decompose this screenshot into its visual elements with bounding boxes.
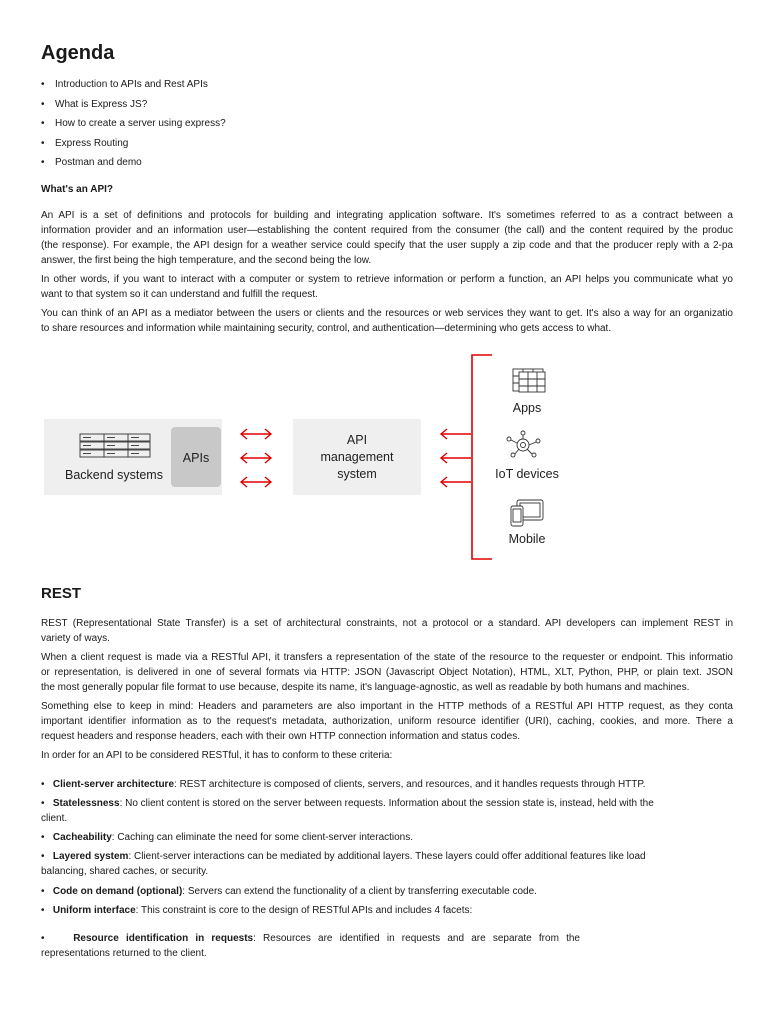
list-item: • Layered system: Client-server interactions can be mediated by additional layers. These layers could offer additional features like load balancing, shared caches, or security. (41, 851, 646, 877)
list-item: • Client-server architecture: REST architecture is composed of clients, servers, and resources, and it handles requests through HTTP. (41, 779, 646, 790)
agenda-list (41, 78, 226, 176)
double-arrows (241, 429, 271, 487)
text-line: information provider and an information user—establishing the content required from the consumer (the call) and the content required by the produc (41, 225, 733, 236)
text-line: the most generally popular file format to use because, despite its name, it's language-agnostic, as well as readable by both humans and machines. (41, 682, 690, 693)
whats-api-paragraph-1 (41, 208, 733, 268)
arrow-left-icon (441, 477, 471, 487)
text-line: In other words, if you want to interact with a computer or system to retrieve information or perform a function, an API helps you communicate what yo (41, 274, 733, 285)
list-item: • Introduction to APIs and Rest APIs (41, 78, 226, 98)
agenda-title: Agenda (41, 42, 115, 64)
text-line: want to that system so it can understand and fulfill the request. (41, 289, 318, 300)
api-diagram (41, 350, 561, 565)
criterion-term: Code on demand (optional) (52, 886, 183, 897)
api-management-label: management (320, 450, 394, 464)
rest-paragraph-1 (41, 616, 733, 646)
rest-paragraph-2 (41, 650, 733, 695)
double-arrow-icon (241, 453, 271, 463)
criterion-term: Uniform interface (52, 905, 136, 916)
whats-api-paragraph-3 (41, 306, 733, 336)
rest-title: REST (41, 585, 82, 602)
text-line: important identifier information as to the request's metadata, authorization, uniform resource identifier (URI), caching, cookies, and more. There a (41, 716, 733, 727)
text-line: or representation, is delivered in one of several formats via HTTP: JSON (Javascript Object Notation), HTML, XLT, Python, PHP, or plain text. JSON (41, 667, 733, 678)
criterion-term: Layered system (52, 851, 129, 862)
list-item (41, 931, 580, 961)
list-item: • How to create a server using express? (41, 117, 226, 137)
consumer-arrows (441, 429, 471, 487)
criterion-term: Cacheability (52, 832, 112, 843)
list-item: • Postman and demo (41, 156, 226, 176)
criterion-term: Client-server architecture (52, 779, 175, 790)
backend-systems-label: Backend systems (65, 468, 163, 482)
api-management-label: system (337, 467, 377, 481)
mobile-devices-icon (511, 500, 543, 526)
text-line: • Resource identification in requests: Resources are identified in requests and are separate from the (41, 933, 580, 944)
facet-term: Resource identification in requests (73, 933, 254, 944)
text-line: to share resources and information while maintaining security, control, and authentication—determining who gets access to what. (41, 323, 612, 334)
rest-paragraph-3 (41, 699, 733, 744)
arrow-left-icon (441, 429, 471, 439)
apis-label: APIs (182, 451, 210, 465)
double-arrow-icon (241, 429, 271, 439)
text-line: (the response). For example, the API design for a weather service could specify that the user supply a zip code and that the producer reply with a 2-pa (41, 240, 733, 251)
list-item: • Express Routing (41, 137, 226, 157)
text-line: Something else to keep in mind: Headers and parameters are also important in the HTTP methods of a RESTful API HTTP request, as they conta (41, 701, 733, 712)
text-line: An API is a set of definitions and protocols for building and integrating application software. It's sometimes referred to as a contract between a (41, 210, 733, 221)
criterion-desc-continued: client. (41, 813, 68, 824)
text-line: answer, the first being the high temperature, and the second being the low. (41, 255, 372, 266)
criterion-desc: : REST architecture is composed of clients, servers, and resources, and it handles requests through HTTP. (174, 779, 646, 790)
whats-api-heading: What's an API? (41, 184, 114, 195)
criterion-desc: : Client-server interactions can be mediated by additional layers. These layers could offer additional features like load (128, 851, 646, 862)
api-management-label: API (346, 433, 368, 447)
text-line: variety of ways. (41, 633, 110, 644)
list-item: • Code on demand (optional): Servers can extend the functionality of a client by transferring executable code. (41, 886, 537, 897)
criterion-desc-continued: balancing, shared caches, or security. (41, 866, 209, 877)
mobile-label: Mobile (508, 532, 546, 546)
criterion-desc: : Caching can eliminate the need for some client-server interactions. (111, 832, 414, 843)
iot-devices-label: IoT devices (495, 467, 559, 481)
whats-api-paragraph-2 (41, 272, 733, 302)
criterion-desc: : Servers can extend the functionality of a client by transferring executable code. (182, 886, 537, 897)
arrow-left-icon (441, 453, 471, 463)
rest-paragraph-4: In order for an API to be considered RESTful, it has to conform to these criteria: (41, 750, 393, 761)
criterion-desc: : This constraint is core to the design of RESTful APIs and includes 4 facets: (135, 905, 473, 916)
list-item: • What is Express JS? (41, 98, 226, 118)
criterion-desc: : No client content is stored on the server between requests. Information about the session state is, instead, held with the (119, 798, 654, 809)
facet-desc-continued: representations returned to the client. (41, 948, 207, 959)
double-arrow-icon (241, 477, 271, 487)
list-item: • Uniform interface: This constraint is core to the design of RESTful APIs and includes 4 facets: (41, 905, 473, 916)
text-line: request headers and response headers, each with their own HTTP connection information and status codes. (41, 731, 520, 742)
text-line: REST (Representational State Transfer) is a set of architectural constraints, not a protocol or a standard. API developers can implement REST in (41, 618, 733, 629)
apps-grid-icon (513, 369, 545, 392)
iot-hub-icon (507, 431, 540, 457)
text-line: When a client request is made via a RESTful API, it transfers a representation of the state of the resource to the requester or endpoint. This informatio (41, 652, 733, 663)
list-item: • Statelessness: No client content is stored on the server between requests. Information about the session state is, instead, held with the client. (41, 798, 654, 824)
consumers-bracket (472, 355, 492, 559)
facet-desc: : Resources are identified in requests and are separate from the (253, 933, 580, 944)
text-line: You can think of an API as a mediator between the users or clients and the resources or web services they want to get. It's also a way for an organizatio (41, 308, 733, 319)
apps-label: Apps (512, 401, 542, 415)
criterion-term: Statelessness (52, 798, 120, 809)
list-item: • Cacheability: Caching can eliminate the need for some client-server interactions. (41, 832, 414, 843)
